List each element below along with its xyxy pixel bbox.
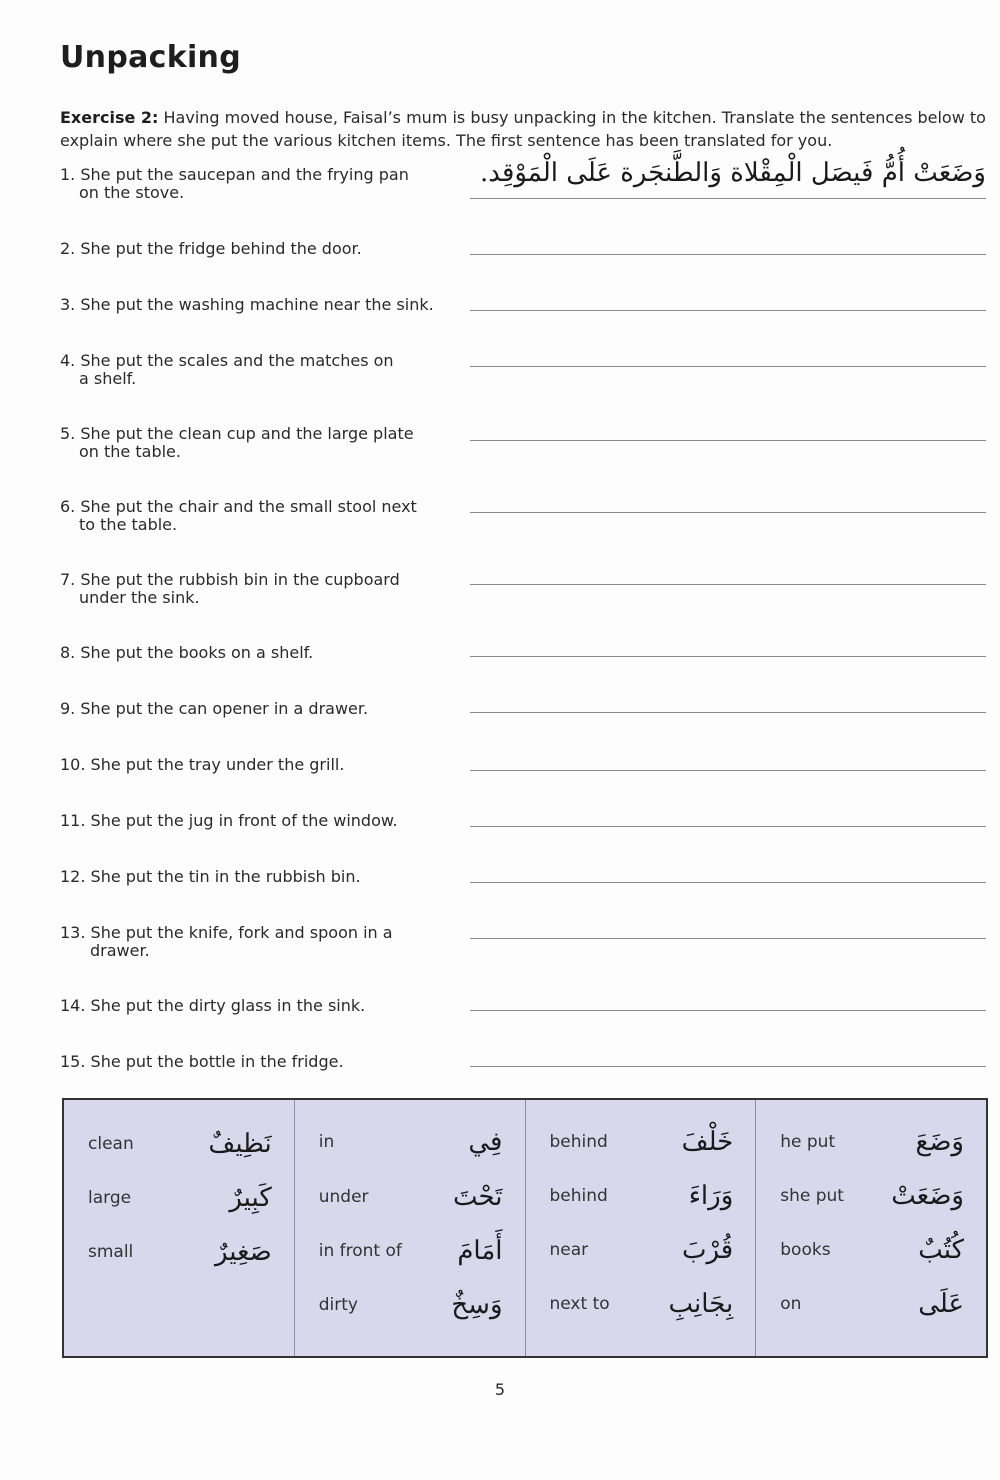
sentence-11: 11. She put the jug in front of the window. bbox=[60, 811, 398, 830]
answer-line-3[interactable] bbox=[470, 310, 986, 311]
vocab-entry: on عَلَى bbox=[780, 1289, 964, 1319]
sentence-10: 10. She put the tray under the grill. bbox=[60, 755, 345, 774]
sentence-3: 3. She put the washing machine near the sink. bbox=[60, 295, 434, 314]
sentence-13: 13. She put the knife, fork and spoon in a drawer. bbox=[60, 923, 393, 960]
answer-line-15[interactable] bbox=[470, 1066, 986, 1067]
sentence-5: 5. She put the clean cup and the large plate on the table. bbox=[60, 424, 414, 461]
exercise-instructions bbox=[60, 106, 990, 152]
answer-line-8[interactable] bbox=[470, 656, 986, 657]
answer-line-7[interactable] bbox=[470, 584, 986, 585]
exercise-label: Exercise 2: bbox=[60, 108, 159, 127]
vocab-entry: behind خَلْفَ bbox=[549, 1127, 734, 1157]
sentence-14: 14. She put the dirty glass in the sink. bbox=[60, 996, 366, 1015]
vocabulary-column-2 bbox=[295, 1100, 526, 1356]
sentence-15: 15. She put the bottle in the fridge. bbox=[60, 1052, 344, 1071]
vocab-entry: he put وَضَعَ bbox=[780, 1127, 964, 1157]
sentence-4: 4. She put the scales and the matches on a shelf. bbox=[60, 351, 394, 388]
sentence-9: 9. She put the can opener in a drawer. bbox=[60, 699, 369, 718]
vocab-entry: she put وَضَعَتْ bbox=[780, 1181, 964, 1211]
vocabulary-column-3 bbox=[526, 1100, 757, 1356]
vocab-entry: behind وَرَاءَ bbox=[549, 1181, 734, 1211]
vocab-entry: under تَحْتَ bbox=[318, 1182, 503, 1212]
answer-line-5[interactable] bbox=[470, 440, 986, 441]
answer-line-14[interactable] bbox=[470, 1010, 986, 1011]
sentence-7: 7. She put the rubbish bin in the cupboard under the sink. bbox=[60, 570, 400, 607]
answer-line-12[interactable] bbox=[470, 882, 986, 883]
vocab-entry: books كُتُبٌ bbox=[780, 1235, 964, 1265]
vocabulary-column-4 bbox=[756, 1100, 986, 1356]
sentence-12: 12. She put the tin in the rubbish bin. bbox=[60, 867, 361, 886]
page-number: 5 bbox=[494, 1380, 506, 1399]
sentence-2: 2. She put the fridge behind the door. bbox=[60, 239, 362, 258]
vocabulary-column-1 bbox=[64, 1100, 295, 1356]
answer-line-4[interactable] bbox=[470, 366, 986, 367]
answer-line-1 bbox=[470, 198, 986, 199]
vocab-entry: dirty وَسِخٌ bbox=[318, 1290, 503, 1320]
example-arabic-answer: وَضَعَتْ أُمُّ فَيصَل الْمِقْلاة وَالطَّنجَرة عَلَى الْمَوْقِد. bbox=[480, 158, 986, 188]
page-title: Unpacking bbox=[60, 40, 241, 75]
vocab-entry: large كَبِيرٌ bbox=[88, 1183, 272, 1213]
vocab-entry: in فِي bbox=[318, 1127, 503, 1157]
vocabulary-box bbox=[62, 1098, 988, 1358]
vocab-entry: clean نَظِيفٌ bbox=[88, 1129, 272, 1159]
instructions-text: Having moved house, Faisal’s mum is busy unpacking in the kitchen. Translate the sentences below to explain where she put the various kitchen items. The first sentence has been translated for you. bbox=[60, 108, 986, 150]
answer-line-10[interactable] bbox=[470, 770, 986, 771]
answer-line-6[interactable] bbox=[470, 512, 986, 513]
vocab-entry: next to بِجَانِبِ bbox=[549, 1289, 734, 1319]
answer-line-11[interactable] bbox=[470, 826, 986, 827]
answer-line-2[interactable] bbox=[470, 254, 986, 255]
vocab-entry: small صَغِيرٌ bbox=[88, 1237, 272, 1267]
sentence-1: 1. She put the saucepan and the frying pan on the stove. bbox=[60, 165, 409, 202]
vocab-entry: near قُرْبَ bbox=[549, 1235, 734, 1265]
sentence-6: 6. She put the chair and the small stool next to the table. bbox=[60, 497, 417, 534]
answer-line-13[interactable] bbox=[470, 938, 986, 939]
answer-line-9[interactable] bbox=[470, 712, 986, 713]
sentence-8: 8. She put the books on a shelf. bbox=[60, 643, 314, 662]
vocab-entry: in front of أَمَامَ bbox=[318, 1236, 503, 1266]
